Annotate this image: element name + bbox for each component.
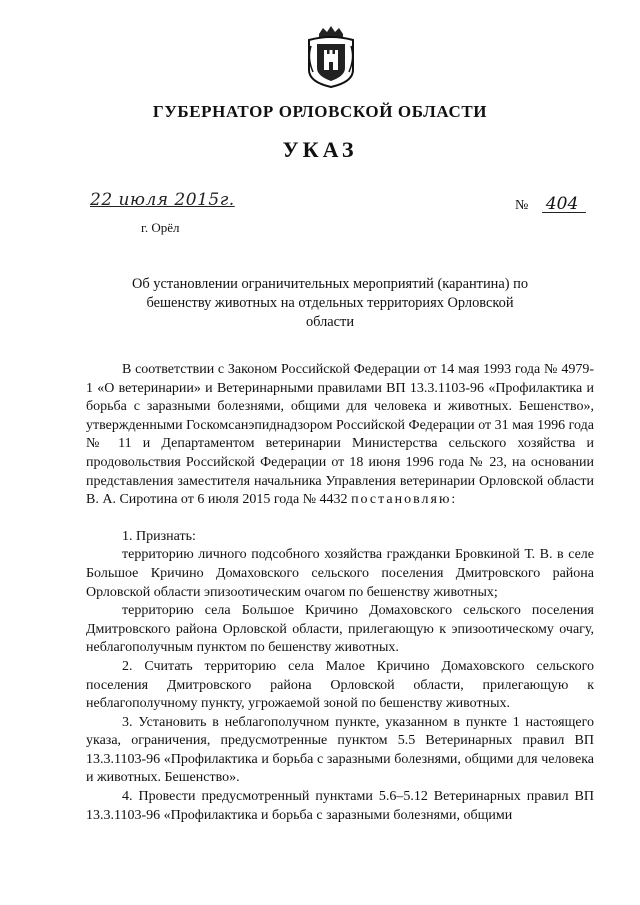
item-1-paragraph-b: территорию села Большое Кричино Домаховского сельского поселения Дмитровского района Орловской области, прилегающую к эпизоотическому очагу, неблагополучным пунктом по бешенству животных.: [86, 603, 594, 656]
item-2-paragraph: 2. Считать территорию села Малое Кричино Домаховского сельского поселения Дмитровского района Орловской области, прилегающую к неблагополучному пункту, угрожаемой зоной по бешенству животных.: [86, 658, 594, 712]
decree-body: [86, 361, 594, 825]
document-type: УКАЗ: [282, 137, 358, 162]
decree-subject: Об установлении ограничительных мероприятий (карантина) по бешенству животных на отдельных территориях Орловской области: [131, 276, 529, 330]
coat-of-arms-icon: [305, 26, 357, 88]
item-1-paragraph-a: территорию личного подсобного хозяйства гражданки Бровкиной Т. В. в селе Большое Кричино Домаховского сельского поселения Дмитровского района Орловской области эпизоотическим очагом по бешенству животных;: [86, 547, 594, 600]
document-number: [515, 196, 586, 214]
issuing-authority: ГУБЕРНАТОР ОРЛОВСКОЙ ОБЛАСТИ: [152, 102, 488, 121]
number-sign: №: [515, 198, 529, 213]
handwritten-date: 22 июля 2015г.: [90, 190, 235, 210]
item-4-paragraph: 4. Провести предусмотренный пунктами 5.6–5.12 Ветеринарных правил ВП 13.3.1103-96 «Профилактика и борьба с заразными болезнями, общими: [86, 789, 594, 823]
preamble-paragraph: [86, 361, 594, 510]
issue-city: г. Орёл: [141, 220, 180, 235]
decree-word: постановляю:: [351, 492, 458, 508]
preamble-text: В соответствии с Законом Российской Федерации от 14 мая 1993 года № 4979-1 «О ветеринарии» и Ветеринарными правилами ВП 13.3.1103-96 «Профилактика и борьба с заразными болезнями, общими для человека и животных. Бешенство», утвержденными Госкомсанэпиднадзором Российской Федерации от 31 мая 1996 года № 11 и Департаментом ветеринарии Министерства сельского хозяйства и продовольствия Российской Федерации от 18 июня 1996 года № 23, на основании представления заместителя начальника Управления ветеринарии Орловской области В. А. Сиротина от 6 июля 2015 года № 4432: [86, 362, 594, 508]
handwritten-number: 404: [542, 196, 586, 213]
item-1-heading: 1. Признать:: [122, 528, 196, 544]
item-3-paragraph: 3. Установить в неблагополучном пункте, указанном в пункте 1 настоящего указа, ограничения, предусмотренные пунктом 5.5 Ветеринарных правил ВП 13.3.1103-96 «Профилактика и борьба с заразными болезнями, общими для человека и животных. Бешенство».: [86, 714, 594, 786]
